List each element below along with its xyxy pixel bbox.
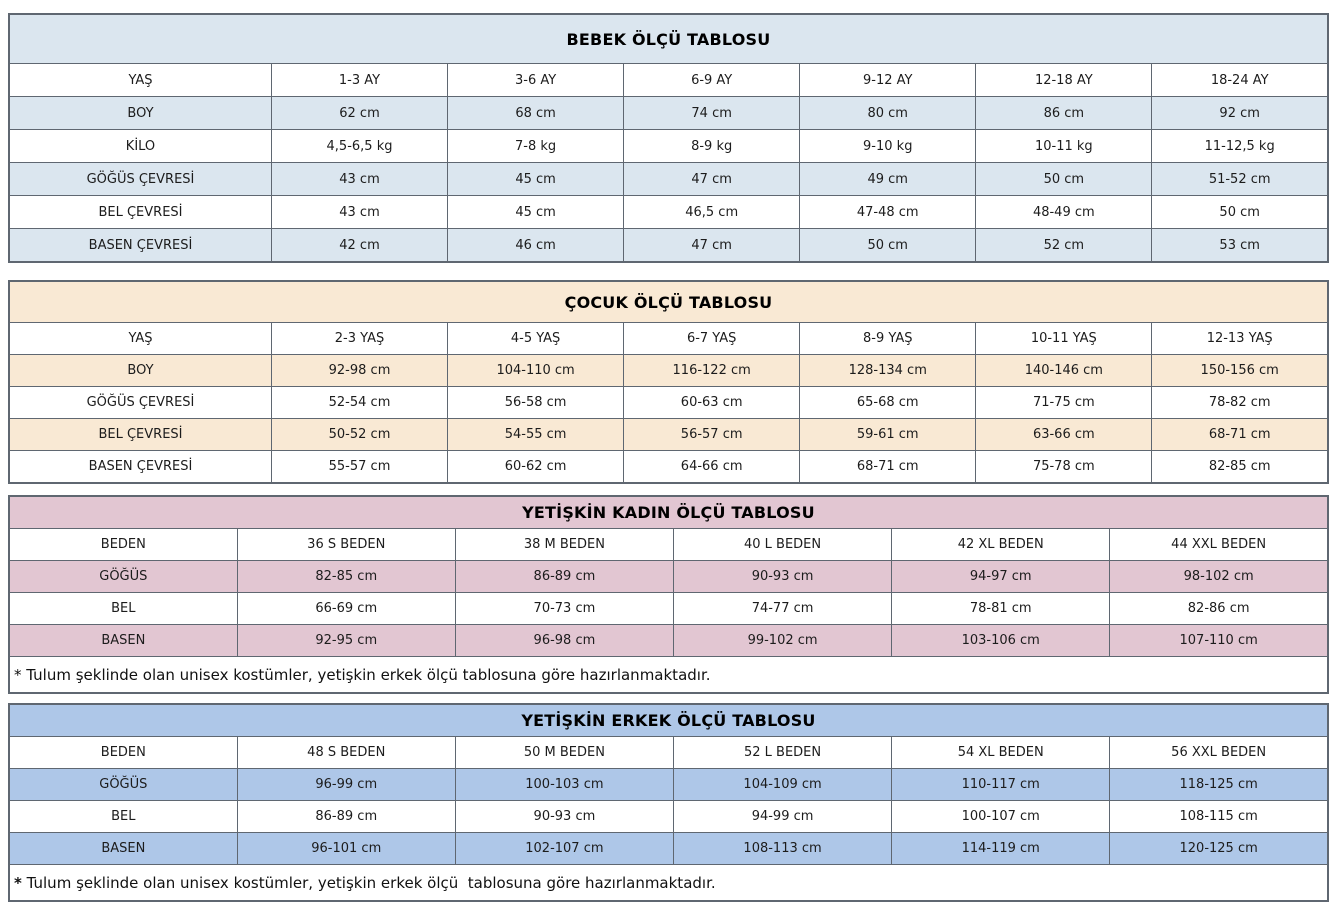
- row-label: KİLO: [9, 130, 271, 163]
- row-label: BASEN ÇEVRESİ: [9, 229, 271, 263]
- value-cell: 82-85 cm: [1152, 451, 1328, 484]
- value-cell: 118-125 cm: [1110, 769, 1328, 801]
- value-cell: 103-106 cm: [892, 625, 1110, 657]
- value-cell: 120-125 cm: [1110, 833, 1328, 865]
- value-cell: 96-98 cm: [455, 625, 673, 657]
- value-cell: 10-11 YAŞ: [976, 323, 1152, 355]
- value-cell: 55-57 cm: [271, 451, 447, 484]
- value-cell: 78-81 cm: [892, 593, 1110, 625]
- table-row: [9, 229, 1328, 263]
- value-cell: 2-3 YAŞ: [271, 323, 447, 355]
- row-label: YAŞ: [9, 64, 271, 97]
- footnote-row: [9, 657, 1328, 694]
- table-row: [9, 451, 1328, 484]
- value-cell: 56-58 cm: [448, 387, 624, 419]
- value-cell: 110-117 cm: [892, 769, 1110, 801]
- table-row: [9, 163, 1328, 196]
- value-cell: 82-85 cm: [237, 561, 455, 593]
- value-cell: 92 cm: [1152, 97, 1328, 130]
- value-cell: 65-68 cm: [800, 387, 976, 419]
- value-cell: 54 XL BEDEN: [892, 737, 1110, 769]
- value-cell: 68-71 cm: [800, 451, 976, 484]
- size-table-cocuk: [8, 280, 1329, 484]
- value-cell: 107-110 cm: [1110, 625, 1328, 657]
- value-cell: 45 cm: [448, 163, 624, 196]
- table-row: [9, 833, 1328, 865]
- table-row: [9, 593, 1328, 625]
- value-cell: 96-101 cm: [237, 833, 455, 865]
- value-cell: 90-93 cm: [455, 801, 673, 833]
- row-label: BOY: [9, 355, 271, 387]
- size-table-erkek: [8, 703, 1329, 902]
- table-row: [9, 196, 1328, 229]
- value-cell: 86 cm: [976, 97, 1152, 130]
- value-cell: 104-110 cm: [448, 355, 624, 387]
- value-cell: 92-95 cm: [237, 625, 455, 657]
- value-cell: 100-103 cm: [455, 769, 673, 801]
- table-title-row: [9, 704, 1328, 737]
- value-cell: 60-63 cm: [624, 387, 800, 419]
- value-cell: 54-55 cm: [448, 419, 624, 451]
- value-cell: 45 cm: [448, 196, 624, 229]
- value-cell: 68-71 cm: [1152, 419, 1328, 451]
- value-cell: 6-7 YAŞ: [624, 323, 800, 355]
- row-label: BEL: [9, 801, 237, 833]
- value-cell: 50 cm: [976, 163, 1152, 196]
- value-cell: 78-82 cm: [1152, 387, 1328, 419]
- value-cell: 1-3 AY: [271, 64, 447, 97]
- row-label: GÖĞÜS: [9, 561, 237, 593]
- value-cell: 94-97 cm: [892, 561, 1110, 593]
- value-cell: 42 XL BEDEN: [892, 529, 1110, 561]
- value-cell: 8-9 kg: [624, 130, 800, 163]
- value-cell: 46 cm: [448, 229, 624, 263]
- footnote-text: Tulum şeklinde olan unisex kostümler, yetişkin erkek ölçü tablosuna göre hazırlanmaktadır.: [21, 873, 716, 892]
- table-row: [9, 130, 1328, 163]
- value-cell: 102-107 cm: [455, 833, 673, 865]
- value-cell: 108-113 cm: [673, 833, 891, 865]
- value-cell: 51-52 cm: [1152, 163, 1328, 196]
- row-label: BEDEN: [9, 737, 237, 769]
- row-label: BEDEN: [9, 529, 237, 561]
- value-cell: 44 XXL BEDEN: [1110, 529, 1328, 561]
- value-cell: 48-49 cm: [976, 196, 1152, 229]
- value-cell: 60-62 cm: [448, 451, 624, 484]
- value-cell: 70-73 cm: [455, 593, 673, 625]
- value-cell: 8-9 YAŞ: [800, 323, 976, 355]
- row-label: YAŞ: [9, 323, 271, 355]
- row-label: GÖĞÜS: [9, 769, 237, 801]
- value-cell: 50 M BEDEN: [455, 737, 673, 769]
- row-label: BASEN: [9, 625, 237, 657]
- value-cell: 90-93 cm: [673, 561, 891, 593]
- value-cell: 46,5 cm: [624, 196, 800, 229]
- value-cell: 104-109 cm: [673, 769, 891, 801]
- value-cell: 99-102 cm: [673, 625, 891, 657]
- value-cell: 50 cm: [800, 229, 976, 263]
- value-cell: 150-156 cm: [1152, 355, 1328, 387]
- row-label: BEL ÇEVRESİ: [9, 419, 271, 451]
- value-cell: 52 cm: [976, 229, 1152, 263]
- footnote: [9, 865, 1328, 902]
- table-title: ÇOCUK ÖLÇÜ TABLOSU: [9, 281, 1328, 323]
- value-cell: 68 cm: [448, 97, 624, 130]
- value-cell: 11-12,5 kg: [1152, 130, 1328, 163]
- value-cell: 86-89 cm: [237, 801, 455, 833]
- value-cell: 12-18 AY: [976, 64, 1152, 97]
- table-row: [9, 529, 1328, 561]
- value-cell: 7-8 kg: [448, 130, 624, 163]
- value-cell: 56-57 cm: [624, 419, 800, 451]
- value-cell: 50 cm: [1152, 196, 1328, 229]
- value-cell: 47 cm: [624, 229, 800, 263]
- value-cell: 108-115 cm: [1110, 801, 1328, 833]
- value-cell: 71-75 cm: [976, 387, 1152, 419]
- table-row: [9, 355, 1328, 387]
- value-cell: 4,5-6,5 kg: [271, 130, 447, 163]
- row-label: BOY: [9, 97, 271, 130]
- value-cell: 64-66 cm: [624, 451, 800, 484]
- value-cell: 80 cm: [800, 97, 976, 130]
- table-title: BEBEK ÖLÇÜ TABLOSU: [9, 14, 1328, 64]
- value-cell: 52 L BEDEN: [673, 737, 891, 769]
- size-table-bebek: [8, 13, 1329, 263]
- value-cell: 74-77 cm: [673, 593, 891, 625]
- value-cell: 3-6 AY: [448, 64, 624, 97]
- table-row: [9, 387, 1328, 419]
- size-tables: [8, 13, 1329, 902]
- row-label: BASEN ÇEVRESİ: [9, 451, 271, 484]
- value-cell: 98-102 cm: [1110, 561, 1328, 593]
- value-cell: 47 cm: [624, 163, 800, 196]
- row-label: GÖĞÜS ÇEVRESİ: [9, 163, 271, 196]
- value-cell: 66-69 cm: [237, 593, 455, 625]
- table-title: YETİŞKİN KADIN ÖLÇÜ TABLOSU: [9, 496, 1328, 529]
- table-title: YETİŞKİN ERKEK ÖLÇÜ TABLOSU: [9, 704, 1328, 737]
- table-title-row: [9, 281, 1328, 323]
- value-cell: 140-146 cm: [976, 355, 1152, 387]
- value-cell: 43 cm: [271, 196, 447, 229]
- value-cell: 10-11 kg: [976, 130, 1152, 163]
- value-cell: 4-5 YAŞ: [448, 323, 624, 355]
- footnote-text: Tulum şeklinde olan unisex kostümler, yetişkin erkek ölçü tablosuna göre hazırlanmaktadır.: [21, 665, 711, 684]
- value-cell: 100-107 cm: [892, 801, 1110, 833]
- footnote: [9, 657, 1328, 694]
- row-label: GÖĞÜS ÇEVRESİ: [9, 387, 271, 419]
- value-cell: 48 S BEDEN: [237, 737, 455, 769]
- table-row: [9, 769, 1328, 801]
- value-cell: 42 cm: [271, 229, 447, 263]
- table-row: [9, 419, 1328, 451]
- value-cell: 92-98 cm: [271, 355, 447, 387]
- value-cell: 43 cm: [271, 163, 447, 196]
- table-row: [9, 737, 1328, 769]
- table-row: [9, 323, 1328, 355]
- table-title-row: [9, 496, 1328, 529]
- value-cell: 75-78 cm: [976, 451, 1152, 484]
- row-label: BEL: [9, 593, 237, 625]
- value-cell: 62 cm: [271, 97, 447, 130]
- value-cell: 47-48 cm: [800, 196, 976, 229]
- table-row: [9, 801, 1328, 833]
- value-cell: 18-24 AY: [1152, 64, 1328, 97]
- table-row: [9, 97, 1328, 130]
- value-cell: 53 cm: [1152, 229, 1328, 263]
- value-cell: 12-13 YAŞ: [1152, 323, 1328, 355]
- value-cell: 6-9 AY: [624, 64, 800, 97]
- value-cell: 56 XXL BEDEN: [1110, 737, 1328, 769]
- value-cell: 128-134 cm: [800, 355, 976, 387]
- value-cell: 63-66 cm: [976, 419, 1152, 451]
- value-cell: 52-54 cm: [271, 387, 447, 419]
- value-cell: 86-89 cm: [455, 561, 673, 593]
- value-cell: 36 S BEDEN: [237, 529, 455, 561]
- value-cell: 9-12 AY: [800, 64, 976, 97]
- value-cell: 38 M BEDEN: [455, 529, 673, 561]
- footnote-row: [9, 865, 1328, 902]
- value-cell: 82-86 cm: [1110, 593, 1328, 625]
- size-table-kadin: [8, 495, 1329, 694]
- table-row: [9, 561, 1328, 593]
- value-cell: 114-119 cm: [892, 833, 1110, 865]
- footnote-asterisk: *: [14, 873, 22, 892]
- table-row: [9, 64, 1328, 97]
- value-cell: 40 L BEDEN: [673, 529, 891, 561]
- row-label: BEL ÇEVRESİ: [9, 196, 271, 229]
- value-cell: 9-10 kg: [800, 130, 976, 163]
- row-label: BASEN: [9, 833, 237, 865]
- value-cell: 59-61 cm: [800, 419, 976, 451]
- table-title-row: [9, 14, 1328, 64]
- value-cell: 74 cm: [624, 97, 800, 130]
- table-row: [9, 625, 1328, 657]
- footnote-asterisk: *: [14, 665, 22, 684]
- value-cell: 96-99 cm: [237, 769, 455, 801]
- value-cell: 116-122 cm: [624, 355, 800, 387]
- value-cell: 94-99 cm: [673, 801, 891, 833]
- value-cell: 50-52 cm: [271, 419, 447, 451]
- value-cell: 49 cm: [800, 163, 976, 196]
